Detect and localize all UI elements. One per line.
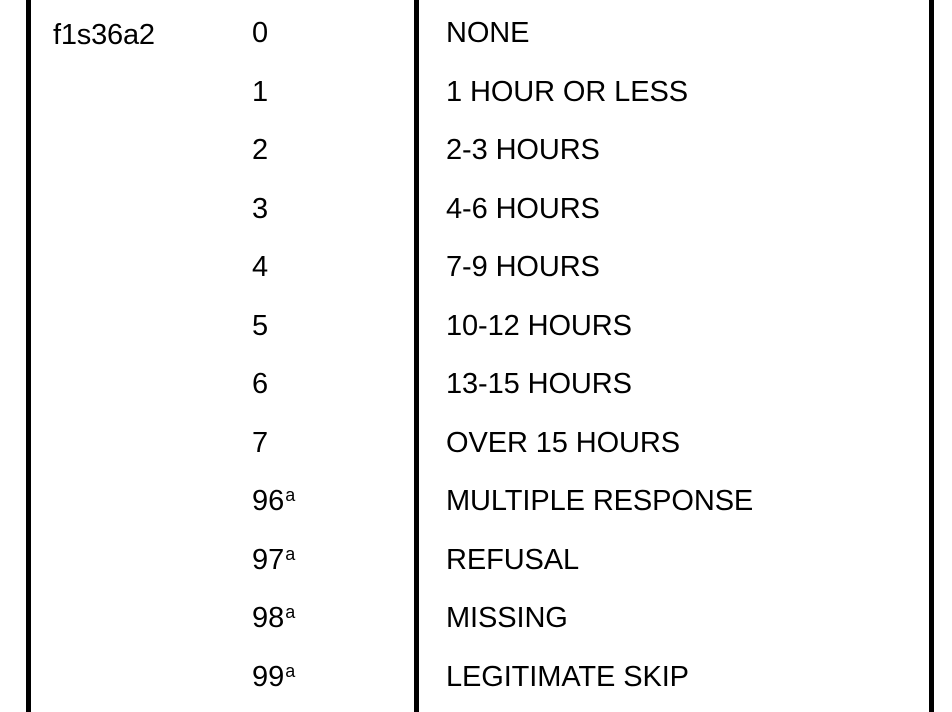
footnote-marker: a [285, 485, 296, 505]
code-number: 7 [252, 426, 269, 459]
code-label: MISSING [446, 602, 568, 634]
code-label: 7-9 HOURS [446, 251, 600, 283]
footnote-marker: a [285, 602, 296, 622]
code-value [252, 484, 295, 518]
table-row [0, 410, 952, 469]
code-value [252, 133, 268, 167]
table-row [0, 644, 952, 703]
footnote-marker: a [285, 543, 296, 564]
code-number: 98 [252, 602, 285, 634]
code-label: 4-6 HOURS [446, 192, 600, 225]
code-value [252, 192, 268, 226]
footnote-marker: a [285, 660, 296, 681]
table-row [0, 176, 952, 235]
code-value [252, 367, 268, 401]
table-row [0, 234, 952, 293]
code-label: OVER 15 HOURS [446, 426, 680, 459]
code-value [252, 250, 268, 284]
table-row [0, 468, 952, 527]
code-label: REFUSAL [446, 543, 580, 576]
code-number: 5 [252, 309, 269, 342]
code-label: NONE [446, 17, 530, 49]
code-number: 99 [252, 660, 285, 693]
table-row [0, 0, 952, 59]
table-row [0, 351, 952, 410]
code-value [252, 543, 295, 577]
code-number: 0 [252, 17, 269, 49]
code-number: 1 [252, 75, 269, 108]
table-row [0, 59, 952, 118]
code-label: 1 HOUR OR LESS [446, 75, 688, 108]
code-value [252, 426, 268, 460]
code-value [252, 601, 295, 635]
table-row [0, 293, 952, 352]
code-number: 4 [252, 251, 269, 283]
code-number: 2 [252, 134, 269, 166]
variable-name: f1s36a2 [53, 19, 155, 51]
code-number: 97 [252, 543, 285, 576]
code-label: 2-3 HOURS [446, 134, 600, 166]
table-row [0, 527, 952, 586]
code-value [252, 309, 268, 343]
code-number: 3 [252, 192, 269, 225]
code-label: LEGITIMATE SKIP [446, 660, 689, 693]
code-number: 6 [252, 368, 269, 400]
code-label: MULTIPLE RESPONSE [446, 485, 754, 517]
code-value [252, 16, 268, 50]
code-value [252, 660, 295, 694]
code-value [252, 75, 268, 109]
code-label: 13-15 HOURS [446, 368, 632, 400]
code-label: 10-12 HOURS [446, 309, 632, 342]
table-row [0, 585, 952, 644]
code-number: 96 [252, 485, 285, 517]
table-row [0, 117, 952, 176]
